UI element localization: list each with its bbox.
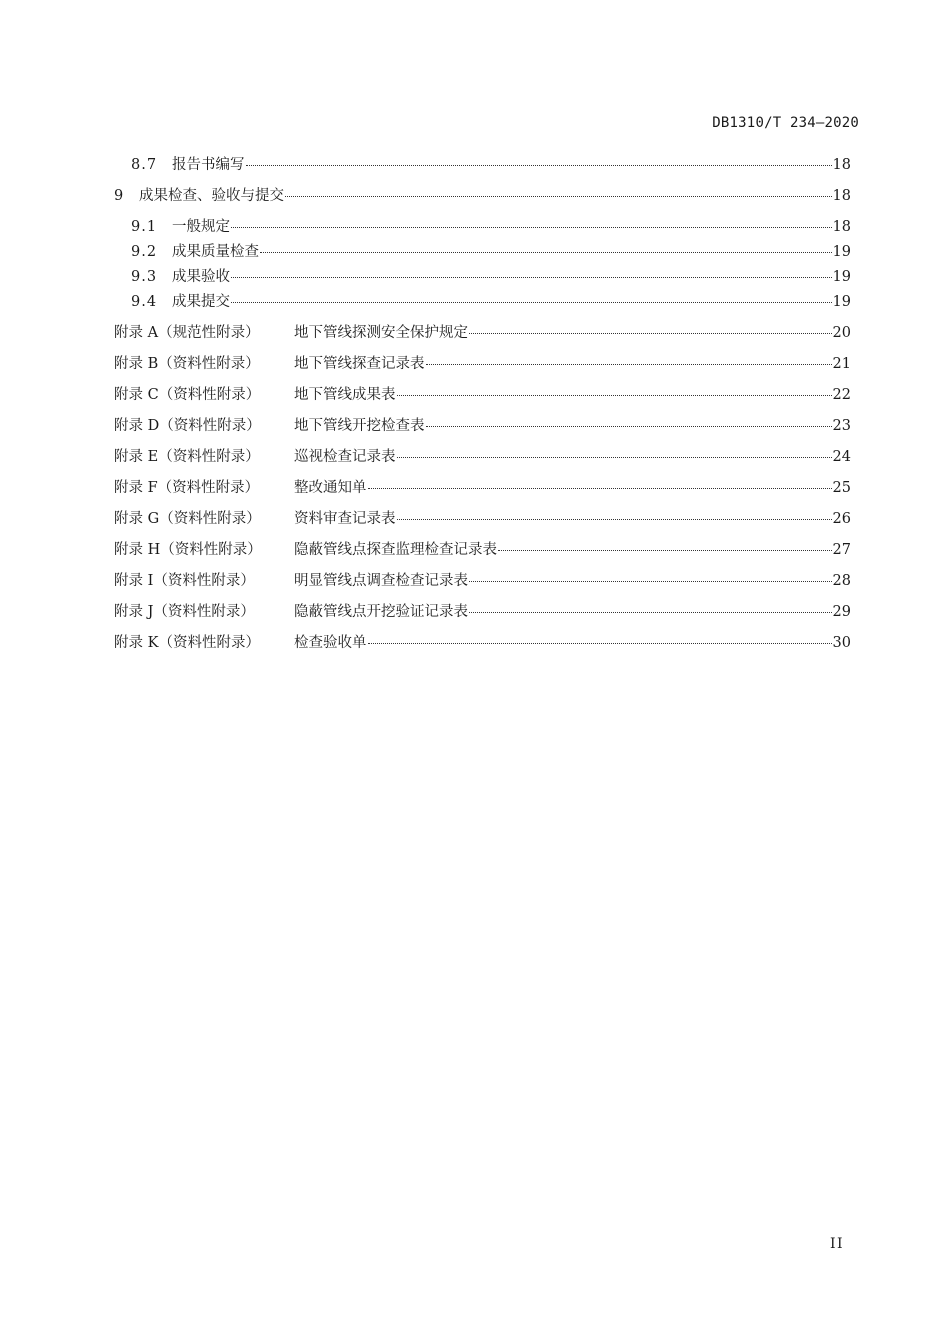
toc-entry[interactable] xyxy=(114,447,851,467)
toc-entry[interactable] xyxy=(114,385,851,405)
toc-page: 27 xyxy=(832,542,851,558)
toc-number: 附录 B（资料性附录） xyxy=(114,356,260,372)
toc-page: 19 xyxy=(832,269,851,285)
toc-entry[interactable] xyxy=(131,267,851,287)
toc-entry[interactable] xyxy=(114,186,851,206)
toc-page: 22 xyxy=(832,387,851,403)
toc-number: 附录 K（资料性附录） xyxy=(114,635,260,651)
toc-leader xyxy=(469,332,832,334)
toc-number: 9.3 xyxy=(131,269,158,285)
toc-title: 检查验收单 xyxy=(294,635,367,651)
toc-entry[interactable] xyxy=(114,323,851,343)
toc-entry[interactable] xyxy=(131,292,851,312)
toc-title: 地下管线开挖检查表 xyxy=(294,418,425,434)
toc-number: 附录 E（资料性附录） xyxy=(114,449,260,465)
toc-page: 29 xyxy=(832,604,851,620)
toc-page: 30 xyxy=(832,635,851,651)
toc-title: 地下管线成果表 xyxy=(294,387,396,403)
toc-title: 整改通知单 xyxy=(294,480,367,496)
toc-leader xyxy=(231,276,832,278)
toc-page: 23 xyxy=(832,418,851,434)
toc-leader xyxy=(397,518,832,520)
toc-title: 成果检查、验收与提交 xyxy=(139,188,284,204)
toc-entry[interactable] xyxy=(114,478,851,498)
toc-number: 附录 D（资料性附录） xyxy=(114,418,261,434)
toc-page: 18 xyxy=(832,188,851,204)
toc-page: 25 xyxy=(832,480,851,496)
toc-leader xyxy=(285,195,832,197)
toc-title: 资料审查记录表 xyxy=(294,511,396,527)
toc-entry[interactable] xyxy=(114,633,851,653)
toc-title: 隐蔽管线点开挖验证记录表 xyxy=(294,604,468,620)
toc-title: 成果质量检查 xyxy=(172,244,259,260)
toc-entry[interactable] xyxy=(114,571,851,591)
toc-title: 一般规定 xyxy=(172,219,230,235)
toc-entry[interactable] xyxy=(114,354,851,374)
toc-number: 附录 J（资料性附录） xyxy=(114,604,255,620)
toc-entry[interactable] xyxy=(114,416,851,436)
toc-leader xyxy=(469,580,832,582)
toc-title: 明显管线点调查检查记录表 xyxy=(294,573,468,589)
toc-number: 9.4 xyxy=(131,294,158,310)
toc-number: 9.1 xyxy=(131,219,158,235)
toc-leader xyxy=(469,611,832,613)
toc-leader xyxy=(397,456,832,458)
toc-number: 附录 A（规范性附录） xyxy=(114,325,260,341)
toc-page: 26 xyxy=(832,511,851,527)
toc-leader xyxy=(498,549,832,551)
toc-title: 地下管线探测安全保护规定 xyxy=(294,325,468,341)
page-number: II xyxy=(829,1236,844,1252)
toc-page: 19 xyxy=(832,244,851,260)
toc-entry[interactable] xyxy=(114,602,851,622)
toc-number: 附录 G（资料性附录） xyxy=(114,511,261,527)
toc-page: 21 xyxy=(832,356,851,372)
toc-number: 附录 F（资料性附录） xyxy=(114,480,260,496)
toc-entry[interactable] xyxy=(114,509,851,529)
toc-page: 18 xyxy=(832,157,851,173)
toc-leader xyxy=(426,363,832,365)
toc-title: 地下管线探查记录表 xyxy=(294,356,425,372)
toc-page: 19 xyxy=(832,294,851,310)
toc-title: 隐蔽管线点探查监理检查记录表 xyxy=(294,542,497,558)
toc-number: 附录 H（资料性附录） xyxy=(114,542,262,558)
toc-number: 8.7 xyxy=(131,157,158,173)
toc-leader xyxy=(231,301,832,303)
toc-title: 成果验收 xyxy=(172,269,230,285)
toc-title: 报告书编写 xyxy=(172,157,245,173)
toc-page: 20 xyxy=(832,325,851,341)
toc-leader xyxy=(368,642,832,644)
toc-leader xyxy=(231,226,832,228)
toc-leader xyxy=(368,487,832,489)
toc-number: 附录 C（资料性附录） xyxy=(114,387,261,403)
toc-number: 9.2 xyxy=(131,244,158,260)
toc-page: 24 xyxy=(832,449,851,465)
doc-code: DB1310/T 234—2020 xyxy=(712,115,859,131)
toc-leader xyxy=(426,425,832,427)
toc-leader xyxy=(397,394,832,396)
toc-leader xyxy=(260,251,832,253)
toc-title: 成果提交 xyxy=(172,294,230,310)
toc-number: 9 xyxy=(114,188,124,204)
toc-title: 巡视检查记录表 xyxy=(294,449,396,465)
toc-entry[interactable] xyxy=(114,540,851,560)
toc-entry[interactable] xyxy=(131,242,851,262)
toc-entry[interactable] xyxy=(131,155,851,175)
toc-number: 附录 I（资料性附录） xyxy=(114,573,255,589)
toc-entry[interactable] xyxy=(131,217,851,237)
toc-page: 18 xyxy=(832,219,851,235)
toc-page: 28 xyxy=(832,573,851,589)
toc-leader xyxy=(246,164,832,166)
